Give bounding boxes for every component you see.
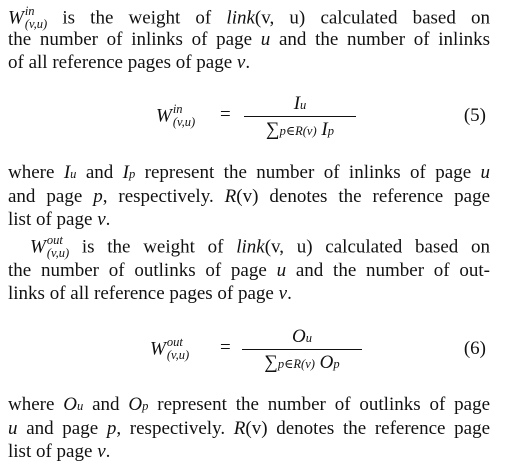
eq5-number: (5): [463, 105, 486, 126]
p3-line3: links of all reference pages of page v.: [8, 283, 292, 304]
eq6-number: (6): [463, 338, 486, 359]
p1-line3: of all reference pages of page v.: [8, 52, 251, 73]
p3-line1: W out (v,u) is the weight of link(v, u) calculated based on: [30, 233, 490, 260]
p2-line1: where Iu and Ip represent the number of inlinks of page u: [8, 162, 491, 183]
p4-line2: u and page p, respectively. R(v) denotes the reference page: [8, 418, 491, 439]
equation-5: [0, 92, 522, 142]
p4-line1: where Ou and Op represent the number of outlinks of page: [8, 394, 491, 415]
eq6-numerator: Ou: [292, 326, 312, 347]
p2-line2: and page p, respectively. R(v) denotes the reference page: [8, 186, 491, 207]
eq5-numerator: Iu: [293, 93, 307, 114]
eq6-fraction: [242, 325, 362, 374]
equation-6: [0, 325, 522, 375]
eq5-equals: =: [220, 104, 231, 125]
p4-line3: list of page v.: [8, 441, 111, 462]
p1-line1: W in (v,u) is the weight of link(v, u) calculated based on: [8, 4, 491, 31]
p2-line3: list of page v.: [8, 209, 111, 230]
p1-line2: the number of inlinks of page u and the number of inlinks: [8, 29, 490, 50]
eq5-denominator: ∑p∈R(v) Ip: [266, 119, 334, 140]
link-vu-2: link(v, u): [236, 236, 313, 258]
eq5-fraction: [244, 92, 356, 141]
w-out-symbol: W out (v,u): [30, 233, 70, 260]
eq5-lhs: W in (v,u): [156, 102, 196, 129]
w-in-symbol: W in (v,u): [8, 4, 48, 31]
link-vu: link(v, u): [226, 7, 306, 29]
eq6-lhs: W out (v,u): [150, 335, 190, 362]
eq6-equals: =: [220, 337, 231, 358]
eq6-denominator: ∑p∈R(v) Op: [264, 352, 340, 373]
p3-line2: the number of outlinks of page u and the number of out-: [8, 260, 491, 281]
